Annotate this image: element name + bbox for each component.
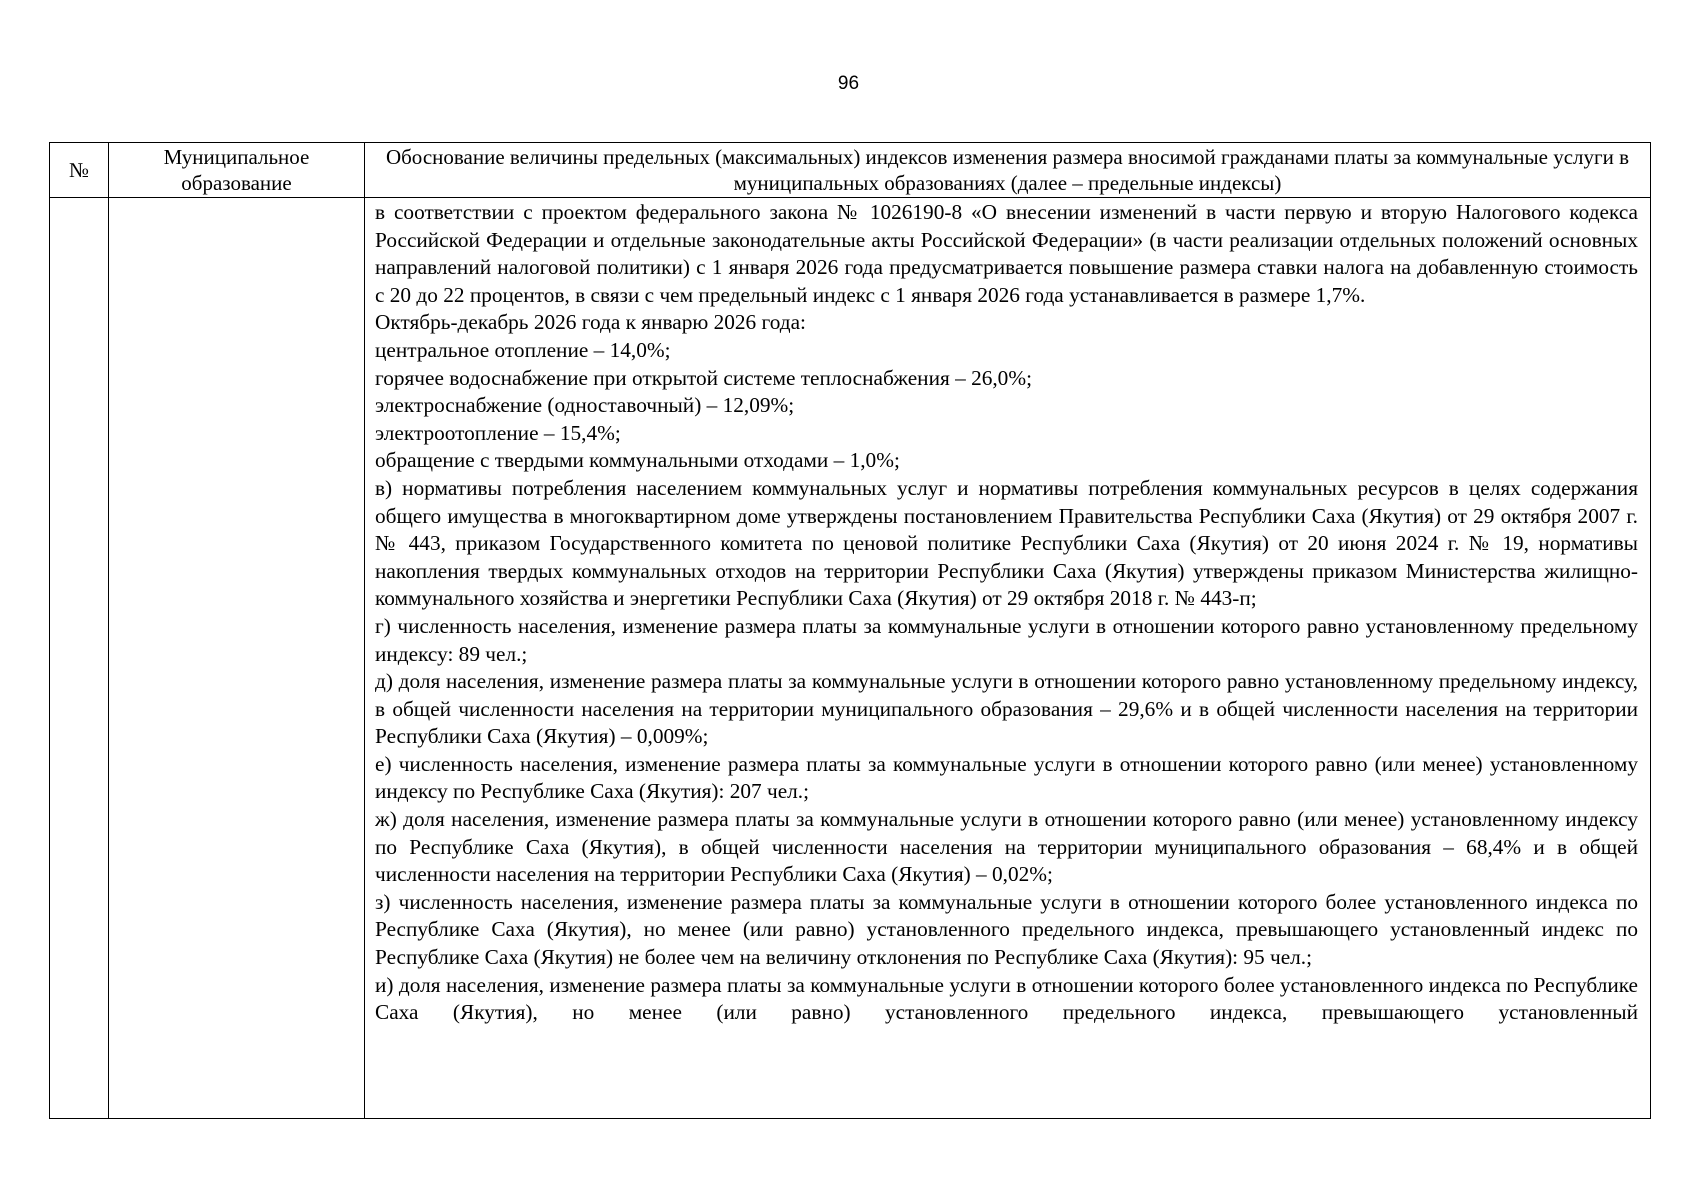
paragraph-item-d: д) доля населения, изменение размера платы за коммунальные услуги в отношении которого равно установленному предельному индексу, в общей численности населения на территории муниципального образования – 29,6% и в общей численности населения на территории Республики Саха (Якутия) – 0,009%; — [375, 669, 1638, 749]
paragraph-electricity: электроснабжение (одноставочный) – 12,09%; — [375, 393, 795, 418]
paragraph-item-g: г) численность населения, изменение размера платы за коммунальные услуги в отношении которого равно установленному предельному индексу: 89 чел.; — [375, 613, 1638, 666]
paragraph-solid-waste: обращение с твердыми коммунальными отходами – 1,0%; — [375, 448, 900, 473]
paragraph-period-heading: Октябрь-декабрь 2026 года к январю 2026 года: — [375, 310, 806, 335]
header-number: № — [50, 143, 109, 198]
header-justification: Обоснование величины предельных (максимальных) индексов изменения размера вносимой гражданами платы за коммунальные услуги в муниципальных образованиях (далее – предельные индексы) — [365, 143, 1651, 198]
paragraph-item-i: и) доля населения, изменение размера платы за коммунальные услуги в отношении которого более установленного индекса по Республике Саха (Якутия), но менее (или равно) установленного предельного индекса, превышающего установленный — [375, 972, 1638, 1025]
paragraph-hot-water: горячее водоснабжение при открытой системе теплоснабжения – 26,0%; — [375, 365, 1032, 390]
paragraph-central-heating: центральное отопление – 14,0%; — [375, 337, 671, 362]
paragraph-item-zh: ж) доля населения, изменение размера платы за коммунальные услуги в отношении которого равно (или менее) установленному индексу по Республике Саха (Якутия), в общей численности населения на территории муниципального образования – 68,4% и в общей численности населения на территории Республики Саха (Якутия) – 0,02%; — [375, 807, 1638, 887]
paragraph-item-z: з) численность населения, изменение размера платы за коммунальные услуги в отношении которого более установленного индекса по Республике Саха (Якутия), но менее (или равно) установленного предельного индекса, превышающего установленный индекс по Республике Саха (Якутия) не более чем на величину отклонения по Республике Саха (Якутия): 95 чел.; — [375, 889, 1638, 970]
page-number: 96 — [837, 73, 860, 94]
cell-municipality — [109, 198, 365, 1119]
cell-number — [50, 198, 109, 1119]
table-row — [50, 198, 1651, 1119]
paragraph-electric-heating: электроотопление – 15,4%; — [375, 420, 621, 445]
table-body — [50, 198, 1651, 1119]
tariff-index-table — [49, 142, 1651, 1119]
paragraph-vat-increase: в соответствии с проектом федерального закона № 1026190-8 «О внесении изменений в части первую и вторую Налогового кодекса Российской Федерации и отдельные законодательные акты Российской Федерации» (в части реализации отдельных положений основных направлений налоговой политики) с 1 января 2026 года предусматривается повышение размера ставки налога на добавленную стоимость с 20 до 22 процентов, в связи с чем предельный индекс с 1 января 2026 года устанавливается в размере 1,7%. — [375, 200, 1638, 307]
paragraph-item-e: е) численность населения, изменение размера платы за коммунальные услуги в отношении которого равно (или менее) установленному индексу по Республике Саха (Якутия): 207 чел.; — [375, 751, 1638, 804]
header-row — [50, 143, 1651, 198]
header-municipality: Муниципальное образование — [109, 143, 365, 198]
cell-justification — [365, 198, 1651, 1119]
table-header — [50, 143, 1651, 198]
paragraph-item-v: в) нормативы потребления населением коммунальных услуг и нормативы потребления коммунальных ресурсов в целях содержания общего имущества в многоквартирном доме утверждены постановлением Правительства Республики Саха (Якутия) от 29 октября 2007 г. № 443, приказом Государственного комитета по ценовой политике Республики Саха (Якутия) от 20 июня 2024 г. № 19, нормативы накопления твердых коммунальных отходов на территории Республики Саха (Якутия) утверждены приказом Министерства жилищно-коммунального хозяйства и энергетики Республики Саха (Якутия) от 29 октября 2018 г. № 443-п; — [375, 475, 1638, 611]
